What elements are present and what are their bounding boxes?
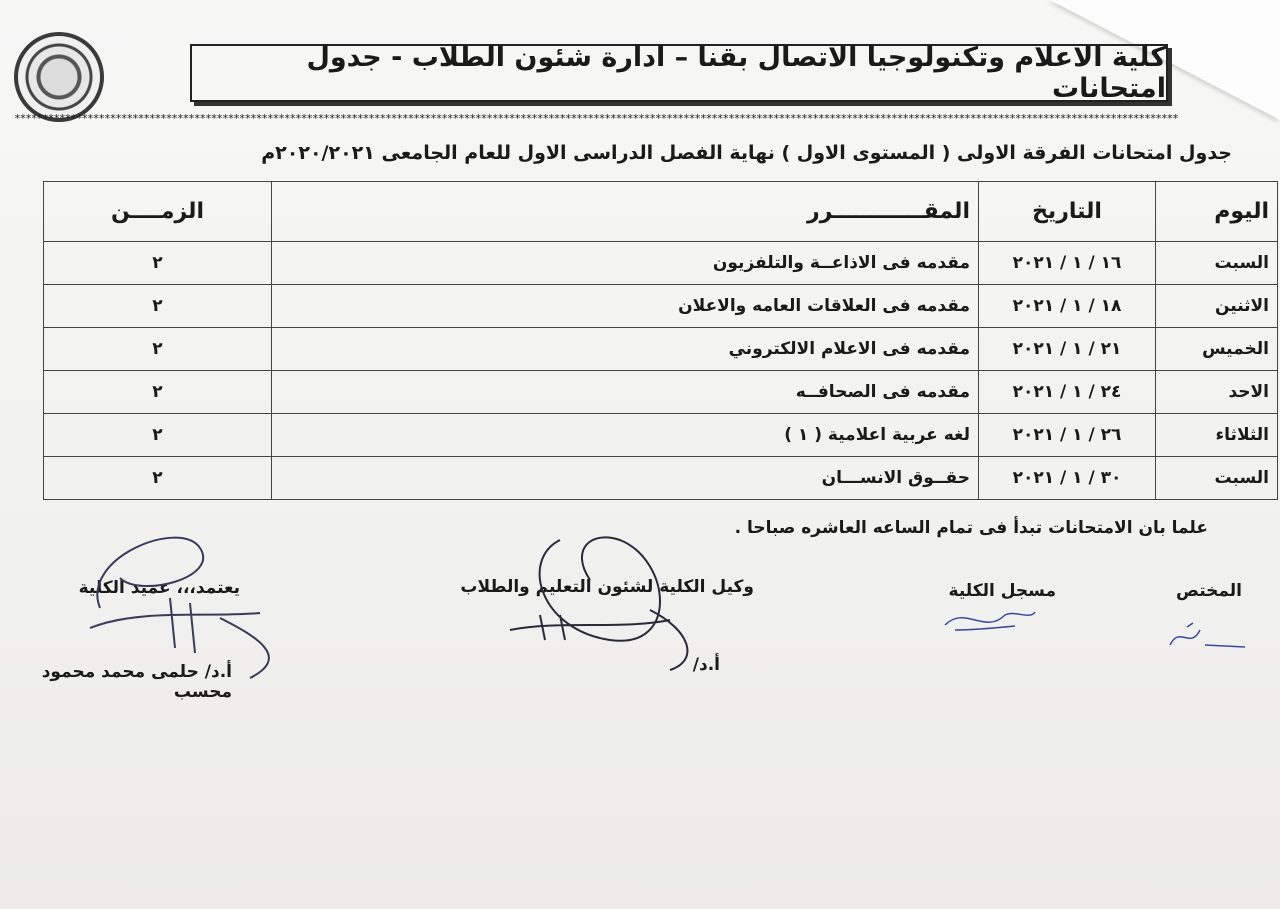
course-cell: لغه عربية اعلامية ( ١ ) — [272, 414, 979, 457]
dean-label: يعتمد،،، عميد الكلية — [78, 578, 240, 598]
star-divider: *************************************************************************************************************************************************************************************************************** — [14, 112, 1178, 125]
registrar-signature — [935, 600, 1045, 640]
table-row — [44, 285, 1278, 328]
day-cell: السبت — [1156, 242, 1278, 285]
course-cell: مقدمه فى الاذاعــة والتلفزيون — [272, 242, 979, 285]
duration-cell: ٢ — [44, 457, 272, 500]
day-cell: الاحد — [1156, 371, 1278, 414]
exam-schedule-table — [43, 181, 1278, 500]
table-row — [44, 371, 1278, 414]
duration-cell: ٢ — [44, 242, 272, 285]
start-time-note: علما بان الامتحانات تبدأ فى تمام الساعه العاشره صباحا . — [734, 518, 1208, 538]
date-cell: ١٦ / ١ / ٢٠٢١ — [979, 242, 1156, 285]
course-cell: مقدمه فى الصحافــه — [272, 371, 979, 414]
vice-dean-signature — [500, 520, 730, 680]
vice-dean-name: أ.د/ — [692, 655, 720, 675]
day-cell: الاثنين — [1156, 285, 1278, 328]
table-row — [44, 414, 1278, 457]
date-cell: ٢٤ / ١ / ٢٠٢١ — [979, 371, 1156, 414]
date-cell: ٢٦ / ١ / ٢٠٢١ — [979, 414, 1156, 457]
specialist-signature — [1165, 615, 1255, 660]
table-header-row — [44, 182, 1278, 242]
date-cell: ٢١ / ١ / ٢٠٢١ — [979, 328, 1156, 371]
header-duration: الزمــــن — [44, 182, 272, 242]
specialist-label: المختص — [1176, 581, 1242, 601]
header-date: التاريخ — [979, 182, 1156, 242]
duration-cell: ٢ — [44, 371, 272, 414]
header-day: اليوم — [1156, 182, 1278, 242]
duration-cell: ٢ — [44, 328, 272, 371]
dean-signature — [60, 518, 320, 688]
vice-dean-label: وكيل الكلية لشئون التعليم والطلاب — [460, 577, 754, 597]
course-cell: مقدمه فى العلاقات العامه والاعلان — [272, 285, 979, 328]
course-cell: حقــوق الانســـان — [272, 457, 979, 500]
dean-name: أ.د/ حلمى محمد محمود محسب — [41, 662, 232, 702]
date-cell: ١٨ / ١ / ٢٠٢١ — [979, 285, 1156, 328]
course-cell: مقدمه فى الاعلام الالكتروني — [272, 328, 979, 371]
title-text: كلية الاعلام وتكنولوجيا الاتصال بقنا – ادارة شئون الطلاب - جدول امتحانات — [306, 42, 1166, 104]
day-cell: السبت — [1156, 457, 1278, 500]
duration-cell: ٢ — [44, 285, 272, 328]
day-cell: الثلاثاء — [1156, 414, 1278, 457]
registrar-label: مسجل الكلية — [948, 581, 1056, 601]
day-cell: الخميس — [1156, 328, 1278, 371]
table-row — [44, 242, 1278, 285]
college-seal-logo — [14, 32, 104, 122]
header-course: المقــــــــــــرر — [272, 182, 979, 242]
duration-cell: ٢ — [44, 414, 272, 457]
document-title — [190, 44, 1168, 102]
table-row — [44, 328, 1278, 371]
table-row — [44, 457, 1278, 500]
schedule-subtitle: جدول امتحانات الفرقة الاولى ( المستوى الاول ) نهاية الفصل الدراسى الاول للعام الجامعى ٢٠٢٠/٢٠٢١م — [261, 142, 1232, 164]
date-cell: ٣٠ / ١ / ٢٠٢١ — [979, 457, 1156, 500]
